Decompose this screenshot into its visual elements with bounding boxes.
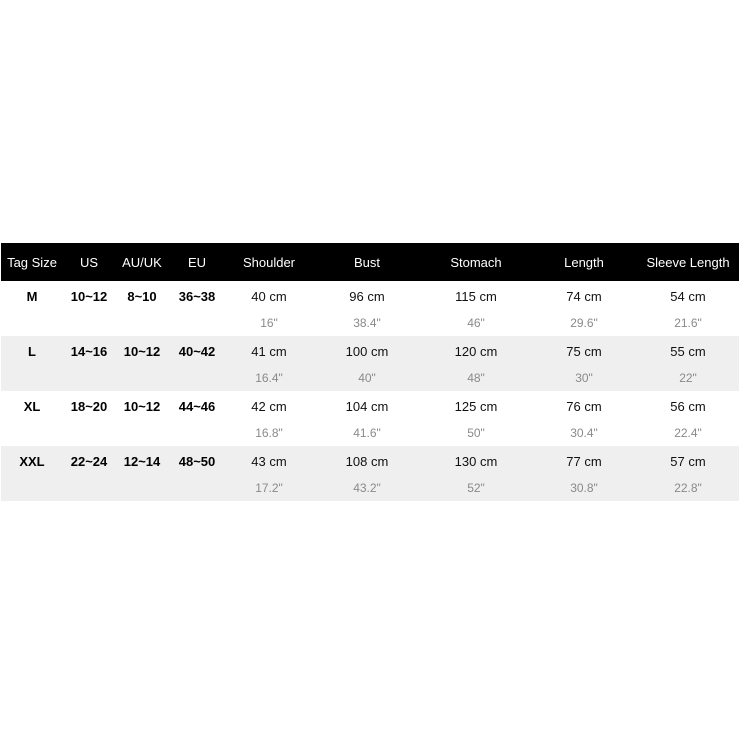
header-eu: EU [169, 243, 225, 281]
table-row-inch [1, 310, 739, 336]
sleeve-length-cm-cell: 57 cm [637, 446, 739, 475]
us-size-cell: 10~12 [70, 289, 108, 304]
eu-size-cell: 40~42 [169, 336, 225, 365]
empty-cell [1, 420, 63, 446]
shoulder-cm-cell: 43 cm [225, 446, 313, 475]
eu-size-cell: 44~46 [178, 399, 216, 414]
table-row-cm [1, 391, 739, 420]
tag-size-cell: L [1, 336, 63, 365]
table-row-inch [1, 365, 739, 391]
eu-size-cell: 48~50 [169, 446, 225, 475]
stomach-inch-cell: 48" [421, 365, 531, 391]
shoulder-inch-cell: 16" [260, 316, 278, 330]
us-size-cell: 18~20 [70, 399, 108, 414]
sleeve-length-inch-cell: 22.4" [674, 426, 702, 440]
shoulder-cm-cell: 42 cm [251, 399, 287, 414]
empty-cell [63, 420, 115, 446]
table-row-inch [1, 475, 739, 501]
header-stomach: Stomach [421, 243, 531, 281]
empty-cell [169, 420, 225, 446]
empty-cell [63, 475, 115, 501]
empty-cell [169, 310, 225, 336]
sleeve-length-cm-cell: 55 cm [637, 336, 739, 365]
sleeve-length-cm-cell: 54 cm [670, 289, 706, 304]
stomach-cm-cell: 120 cm [421, 336, 531, 365]
header-sleeve-length: Sleeve Length [637, 243, 739, 281]
empty-cell [115, 310, 169, 336]
au-uk-size-cell: 8~10 [127, 289, 157, 304]
header-length: Length [531, 243, 637, 281]
table-row-inch [1, 420, 739, 446]
shoulder-inch-cell: 16.4" [225, 365, 313, 391]
length-cm-cell: 76 cm [566, 399, 602, 414]
stomach-cm-cell: 130 cm [421, 446, 531, 475]
empty-cell [115, 420, 169, 446]
sleeve-length-inch-cell: 21.6" [674, 316, 702, 330]
length-inch-cell: 30.4" [570, 426, 598, 440]
empty-cell [63, 310, 115, 336]
size-chart-table [1, 243, 739, 501]
bust-inch-cell: 38.4" [353, 316, 381, 330]
au-uk-size-cell: 12~14 [115, 446, 169, 475]
shoulder-cm-cell: 40 cm [251, 289, 287, 304]
shoulder-cm-cell: 41 cm [225, 336, 313, 365]
au-uk-size-cell: 10~12 [115, 336, 169, 365]
bust-cm-cell: 100 cm [313, 336, 421, 365]
length-inch-cell: 30.8" [531, 475, 637, 501]
header-tag-size: Tag Size [1, 243, 63, 281]
bust-inch-cell: 40" [313, 365, 421, 391]
empty-cell [63, 365, 115, 391]
header-shoulder: Shoulder [225, 243, 313, 281]
empty-cell [115, 365, 169, 391]
header-au-uk: AU/UK [115, 243, 169, 281]
stomach-inch-cell: 52" [421, 475, 531, 501]
header-row [1, 243, 739, 281]
length-cm-cell: 74 cm [566, 289, 602, 304]
sleeve-length-inch-cell: 22" [637, 365, 739, 391]
tag-size-cell: XL [23, 399, 41, 414]
bust-cm-cell: 104 cm [345, 399, 389, 414]
table-row-cm [1, 281, 739, 310]
au-uk-size-cell: 10~12 [123, 399, 161, 414]
length-inch-cell: 29.6" [570, 316, 598, 330]
stomach-cm-cell: 125 cm [454, 399, 498, 414]
stomach-cm-cell: 115 cm [455, 289, 497, 304]
stomach-inch-cell: 50" [467, 426, 485, 440]
tag-size-cell: XXL [1, 446, 63, 475]
eu-size-cell: 36~38 [178, 289, 216, 304]
empty-cell [1, 365, 63, 391]
shoulder-inch-cell: 16.8" [255, 426, 283, 440]
bust-cm-cell: 96 cm [349, 289, 385, 304]
header-us: US [63, 243, 115, 281]
sleeve-length-cm-cell: 56 cm [670, 399, 706, 414]
tag-size-cell: M [26, 289, 38, 304]
sleeve-length-inch-cell: 22.8" [637, 475, 739, 501]
length-cm-cell: 75 cm [531, 336, 637, 365]
table-row-cm [1, 336, 739, 365]
us-size-cell: 22~24 [63, 446, 115, 475]
empty-cell [169, 365, 225, 391]
shoulder-inch-cell: 17.2" [225, 475, 313, 501]
header-bust: Bust [313, 243, 421, 281]
empty-cell [115, 475, 169, 501]
bust-cm-cell: 108 cm [313, 446, 421, 475]
length-inch-cell: 30" [531, 365, 637, 391]
bust-inch-cell: 41.6" [353, 426, 381, 440]
length-cm-cell: 77 cm [531, 446, 637, 475]
us-size-cell: 14~16 [63, 336, 115, 365]
empty-cell [1, 475, 63, 501]
stomach-inch-cell: 46" [467, 316, 485, 330]
table-row-cm [1, 446, 739, 475]
empty-cell [169, 475, 225, 501]
empty-cell [1, 310, 63, 336]
bust-inch-cell: 43.2" [313, 475, 421, 501]
